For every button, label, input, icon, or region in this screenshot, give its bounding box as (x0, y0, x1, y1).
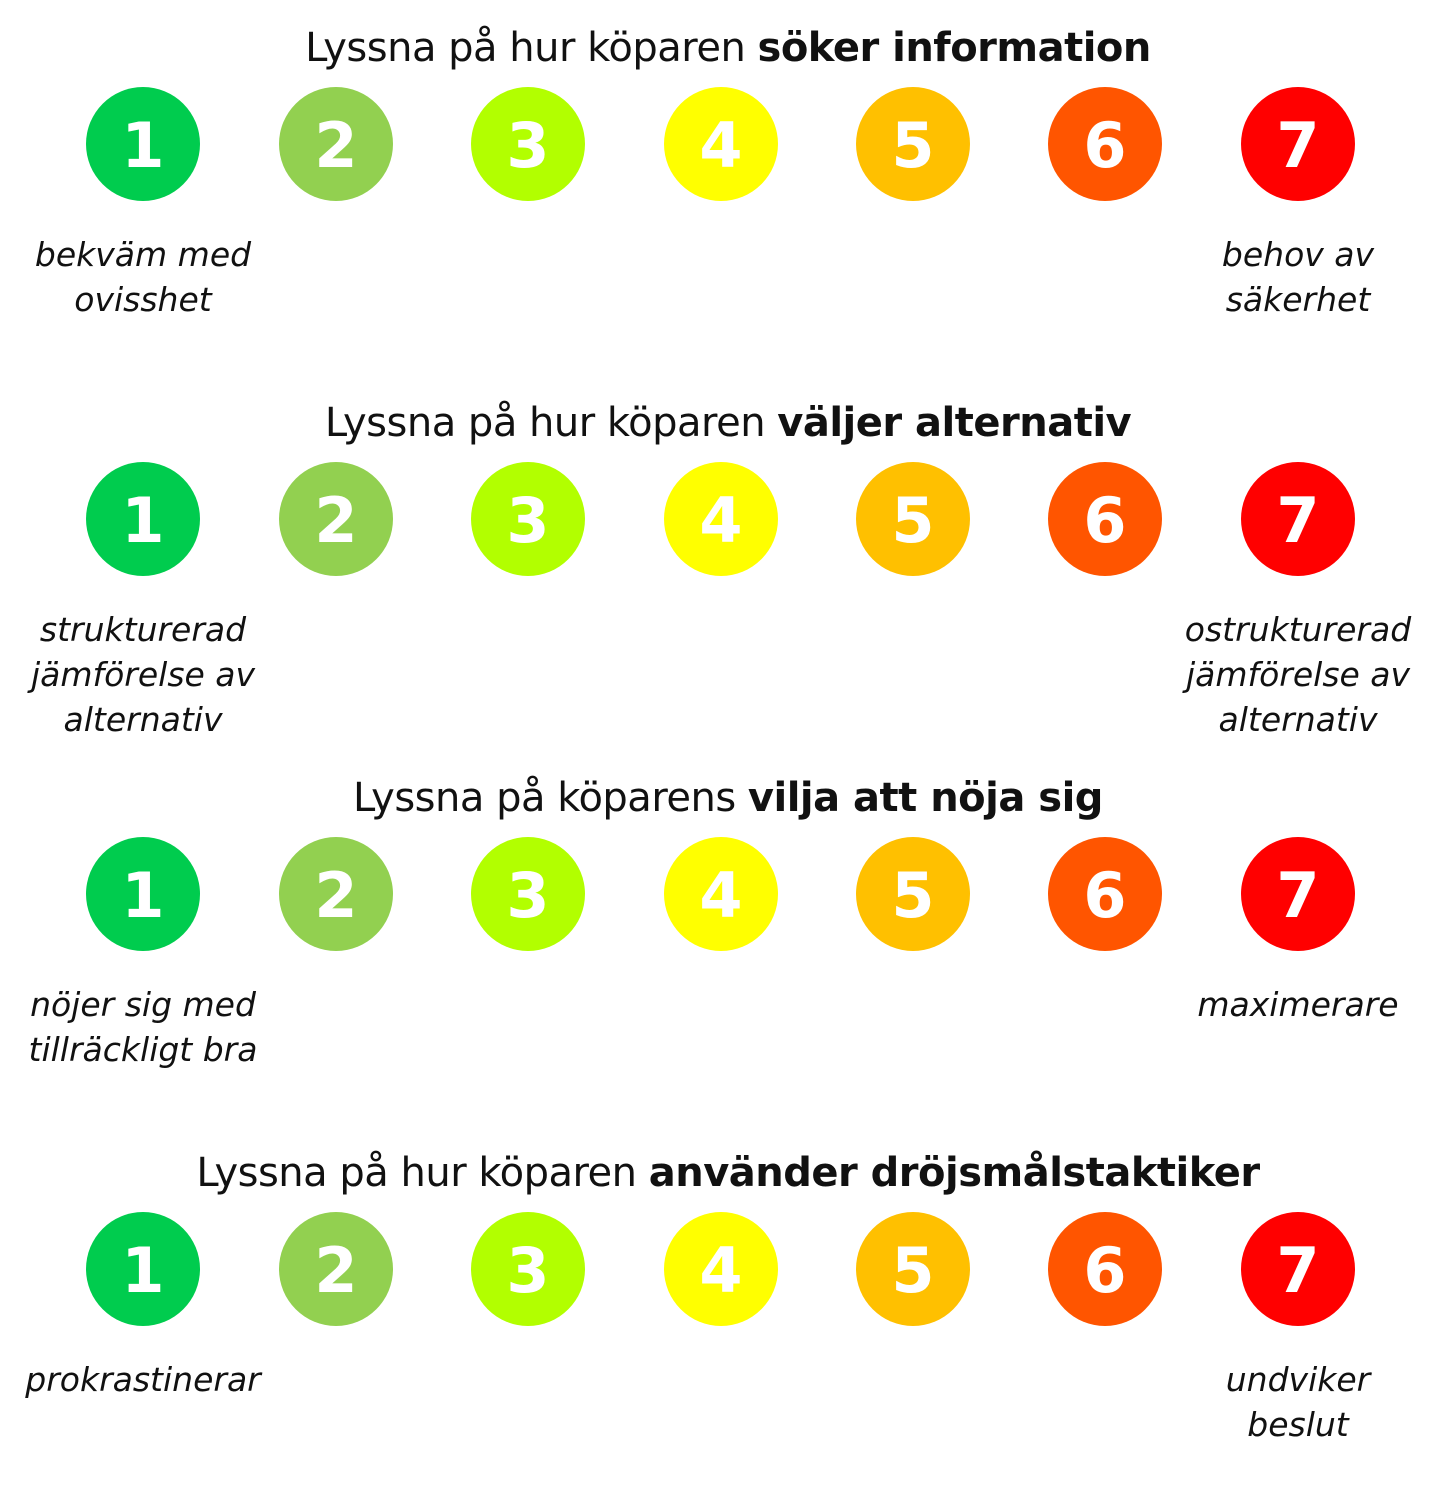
title-bold: väljer alternativ (777, 400, 1132, 446)
scale-number: 3 (506, 1234, 550, 1307)
scale-label-left: bekväm med ovisshet (34, 235, 252, 319)
scale-circle-4[interactable] (664, 1212, 778, 1326)
title-bold: använder dröjsmålstaktiker (648, 1150, 1260, 1196)
scale-number: 1 (121, 859, 165, 932)
rating-scale (0, 1212, 1456, 1326)
scale-number: 5 (891, 484, 935, 557)
scale-number: 7 (1276, 484, 1320, 557)
scale-number: 1 (121, 109, 165, 182)
title-normal: Lyssna på hur köparen (324, 400, 778, 446)
scale-circle-2[interactable] (279, 1212, 393, 1326)
scale-number: 6 (1083, 1234, 1127, 1307)
scale-number: 6 (1083, 859, 1127, 932)
scale-number: 6 (1083, 484, 1127, 557)
scale-number: 3 (506, 859, 550, 932)
title-bold: vilja att nöja sig (747, 775, 1103, 821)
section-choosing-alternatives (0, 375, 1456, 750)
scale-circle-1[interactable] (86, 87, 200, 201)
title-normal: Lyssna på hur köparen (196, 1150, 649, 1196)
scale-circle-6[interactable] (1048, 462, 1162, 576)
title-bold: söker information (757, 25, 1151, 71)
scale-circle-1[interactable] (86, 837, 200, 951)
scale-number: 4 (699, 484, 743, 557)
scale-label-left: prokrastinerar (25, 1360, 261, 1399)
scale-circle-1[interactable] (86, 1212, 200, 1326)
section-delay-tactics (0, 1125, 1456, 1500)
scale-circle-5[interactable] (856, 462, 970, 576)
scale-number: 5 (891, 859, 935, 932)
scale-circle-4[interactable] (664, 462, 778, 576)
scale-number: 3 (506, 109, 550, 182)
scale-number: 7 (1276, 1234, 1320, 1307)
section-title (0, 770, 1456, 826)
scale-circle-5[interactable] (856, 1212, 970, 1326)
scale-circle-3[interactable] (471, 1212, 585, 1326)
scale-number: 6 (1083, 109, 1127, 182)
scale-circle-6[interactable] (1048, 87, 1162, 201)
scale-number: 5 (891, 1234, 935, 1307)
rating-scale (0, 87, 1456, 201)
scale-number: 2 (314, 1234, 358, 1307)
scale-label-right: undviker beslut (1225, 1360, 1371, 1444)
section-title (0, 395, 1456, 451)
scale-number: 3 (506, 484, 550, 557)
scale-circle-7[interactable] (1241, 87, 1355, 201)
scale-number: 2 (314, 109, 358, 182)
scale-circle-5[interactable] (856, 837, 970, 951)
scale-number: 4 (699, 109, 743, 182)
scale-circle-3[interactable] (471, 87, 585, 201)
scale-circle-7[interactable] (1241, 462, 1355, 576)
scale-label-left: strukturerad jämförelse av alternativ (30, 610, 256, 739)
scale-number: 1 (121, 1234, 165, 1307)
scale-circle-6[interactable] (1048, 1212, 1162, 1326)
section-satisficing (0, 750, 1456, 1125)
scale-number: 5 (891, 109, 935, 182)
scale-circle-3[interactable] (471, 837, 585, 951)
rating-scale (0, 462, 1456, 576)
scale-label-left: nöjer sig med tillräckligt bra (28, 985, 258, 1069)
scale-number: 7 (1276, 859, 1320, 932)
scale-number: 2 (314, 859, 358, 932)
scale-circle-6[interactable] (1048, 837, 1162, 951)
scale-number: 4 (699, 1234, 743, 1307)
scale-circle-3[interactable] (471, 462, 585, 576)
section-information-seeking (0, 0, 1456, 375)
scale-circle-7[interactable] (1241, 1212, 1355, 1326)
scale-number: 7 (1276, 109, 1320, 182)
scale-circle-4[interactable] (664, 87, 778, 201)
scale-number: 4 (699, 859, 743, 932)
scale-label-right: ostrukturerad jämförelse av alternativ (1184, 610, 1412, 739)
scale-circle-4[interactable] (664, 837, 778, 951)
scale-number: 1 (121, 484, 165, 557)
scale-circle-7[interactable] (1241, 837, 1355, 951)
scale-number: 2 (314, 484, 358, 557)
scale-circle-2[interactable] (279, 837, 393, 951)
scale-circle-2[interactable] (279, 87, 393, 201)
scale-label-right: behov av säkerhet (1221, 235, 1375, 319)
scale-circle-5[interactable] (856, 87, 970, 201)
rating-scale (0, 837, 1456, 951)
scale-label-right: maximerare (1197, 985, 1399, 1024)
title-normal: Lyssna på köparens (353, 775, 748, 821)
scale-circle-2[interactable] (279, 462, 393, 576)
section-title (0, 1145, 1456, 1201)
section-title (0, 20, 1456, 76)
scale-circle-1[interactable] (86, 462, 200, 576)
title-normal: Lyssna på hur köparen (305, 25, 758, 71)
